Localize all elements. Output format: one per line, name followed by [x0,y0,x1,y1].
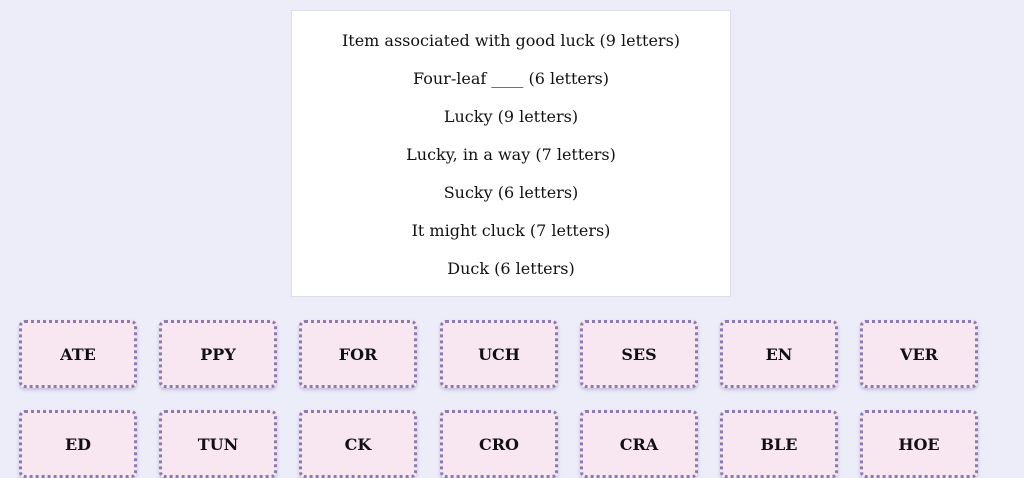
tile-uch[interactable]: UCH [440,320,558,388]
tile-cro[interactable]: CRO [440,410,558,478]
tile-ses[interactable]: SES [580,320,698,388]
clue-7: Duck (6 letters) [447,259,575,278]
tile-ck[interactable]: CK [299,410,417,478]
clue-6: It might cluck (7 letters) [411,221,611,240]
tile-ate[interactable]: ATE [19,320,137,388]
tile-ver[interactable]: VER [860,320,978,388]
tile-en[interactable]: EN [720,320,838,388]
tile-ppy[interactable]: PPY [159,320,277,388]
tile-for[interactable]: FOR [299,320,417,388]
clue-1: Item associated with good luck (9 letters) [341,31,681,50]
clue-panel [291,10,731,297]
clue-3: Lucky (9 letters) [443,107,579,126]
clue-5: Sucky (6 letters) [443,183,579,202]
tile-ble[interactable]: BLE [720,410,838,478]
tile-cra[interactable]: CRA [580,410,698,478]
tile-hoe[interactable]: HOE [860,410,978,478]
clue-4: Lucky, in a way (7 letters) [406,145,616,164]
clue-2: Four-leaf ____ (6 letters) [413,69,609,88]
tile-tun[interactable]: TUN [159,410,277,478]
tile-ed[interactable]: ED [19,410,137,478]
